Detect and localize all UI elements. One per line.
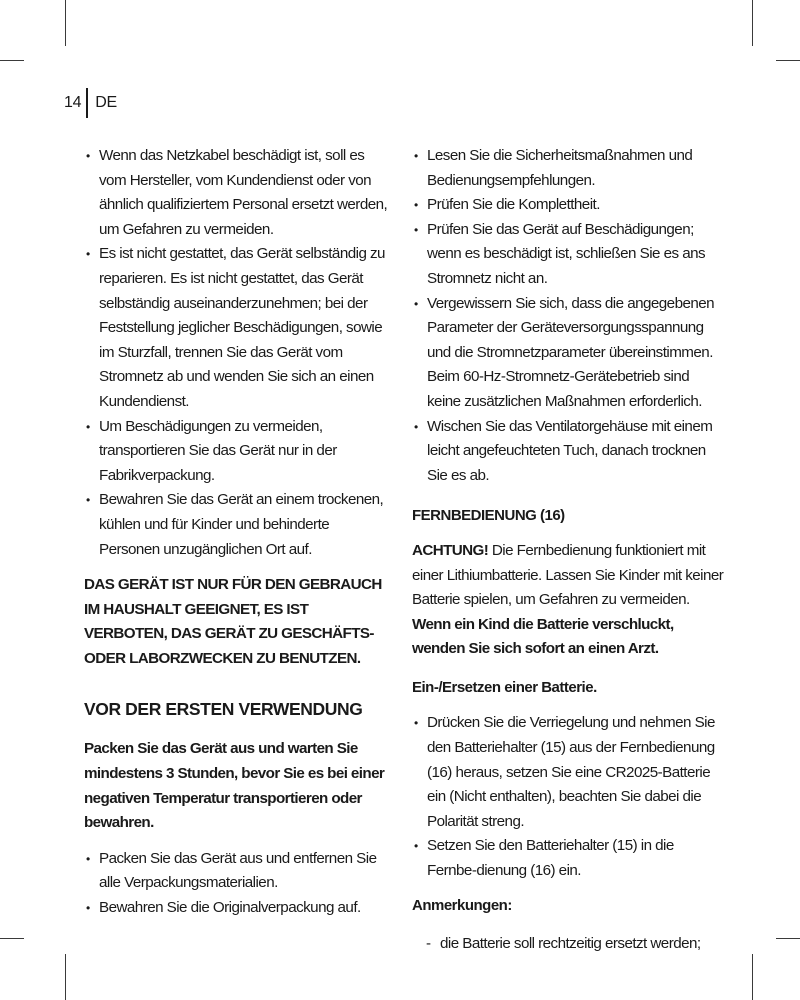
warning-label: ACHTUNG! xyxy=(412,541,489,559)
list-item: • Prüfen Sie das Gerät auf Beschädigungen; wenn es beschädigt ist, schließen Sie es ans Stromnetz nicht an. xyxy=(412,218,724,292)
first-use-intro: Packen Sie das Gerät aus und warten Sie mindestens 3 Stunden, bevor Sie es bei einer negativen Temperatur transportieren oder bewahren. xyxy=(84,740,385,832)
list-item: • Packen Sie das Gerät aus und entfernen Sie alle Verpackungsmaterialien. xyxy=(84,847,390,896)
list-item: - die Batterie soll rechtzeitig ersetzt werden; xyxy=(412,932,724,957)
header-divider xyxy=(86,88,88,118)
list-item: • Wischen Sie das Ventilatorgehäuse mit einem leicht angefeuchteten Tuch, danach trocknen Sie es ab. xyxy=(412,415,724,489)
remote-warning xyxy=(412,539,724,662)
crop-mark xyxy=(752,954,753,1000)
list-item: • Drücken Sie die Verriegelung und nehmen Sie den Batteriehalter (15) aus der Fernbedienung (16) heraus, setzen Sie eine CR2025-Batterie ein (Nicht enthalten), beachten Sie dabei die Polarität streng. xyxy=(412,711,724,834)
list-item: • Bewahren Sie die Originalverpackung auf. xyxy=(84,896,390,921)
page-header xyxy=(64,88,117,118)
battery-list xyxy=(412,711,724,883)
crop-mark xyxy=(776,60,800,61)
language-code: DE xyxy=(95,94,117,111)
list-item: • Um Beschädigungen zu vermeiden, transportieren Sie das Gerät nur in der Fabrikverpackung. xyxy=(84,415,390,489)
warning-emphasis: Wenn ein Kind die Batterie verschluckt, wenden Sie sich sofort an einen Arzt. xyxy=(412,615,674,658)
list-item: • Setzen Sie den Batteriehalter (15) in die Fernbe-dienung (16) ein. xyxy=(412,834,724,883)
battery-heading: Ein-/Ersetzen einer Batterie. xyxy=(412,678,597,696)
list-item: • Lesen Sie die Sicherheitsmaßnahmen und Bedienungsempfehlungen. xyxy=(412,144,724,193)
crop-mark xyxy=(65,0,66,46)
section-heading-first-use: VOR DER ERSTEN VERWENDUNG xyxy=(84,699,363,720)
list-item: • Vergewissern Sie sich, dass die angegebenen Parameter der Geräteversorgungsspannung und die Stromnetzparameter übereinstimmen. Beim 60-Hz-Stromnetz-Gerätebetrieb sind keine zusätzlichen Maßnahmen erforderlich. xyxy=(412,292,724,415)
crop-mark xyxy=(752,0,753,46)
list-item: • Es ist nicht gestattet, das Gerät selbständig zu reparieren. Es ist nicht gestattet, das Gerät selbständig auseinanderzunehmen; bei der Feststellung jeglicher Beschädigungen, sowie im Sturzfall, trennen Sie das Gerät vom Stromnetz ab und wenden Sie sich an einen Kundendienst. xyxy=(84,242,390,414)
crop-mark xyxy=(65,954,66,1000)
crop-mark xyxy=(0,60,24,61)
crop-mark xyxy=(0,938,24,939)
list-item: • Prüfen Sie die Komplettheit. xyxy=(412,193,724,218)
remote-heading: FERNBEDIENUNG (16) xyxy=(412,507,565,525)
first-use-list xyxy=(84,847,390,921)
list-item: • Wenn das Netzkabel beschädigt ist, soll es vom Hersteller, vom Kundendienst oder von ähnlich qualifiziertem Personal ersetzt werden, um Gefahren zu vermeiden. xyxy=(84,144,390,242)
safety-list xyxy=(84,144,390,562)
warning-text: Die Fernbedienung funktioniert mit einer Lithiumbatterie. Lassen Sie Kinder mit keiner Batterie spielen, um Gefahren zu vermeiden. xyxy=(412,541,724,609)
notes-heading: Anmerkungen: xyxy=(412,896,512,914)
first-use-list-continued xyxy=(412,144,724,488)
right-column xyxy=(412,144,724,957)
notes-list xyxy=(412,932,724,957)
page-number: 14 xyxy=(64,94,82,111)
household-warning: DAS GERÄT IST NUR FÜR DEN GEBRAUCH IM HAUSHALT GEEIGNET, ES IST VERBOTEN, DAS GERÄT ZU GESCHÄFTS- ODER LABORZWECKEN ZU BENUTZEN. xyxy=(84,576,382,667)
left-column xyxy=(84,144,390,921)
crop-mark xyxy=(776,938,800,939)
list-item: • Bewahren Sie das Gerät an einem trockenen, kühlen und für Kinder und behinderte Personen unzugänglichen Ort auf. xyxy=(84,488,390,562)
